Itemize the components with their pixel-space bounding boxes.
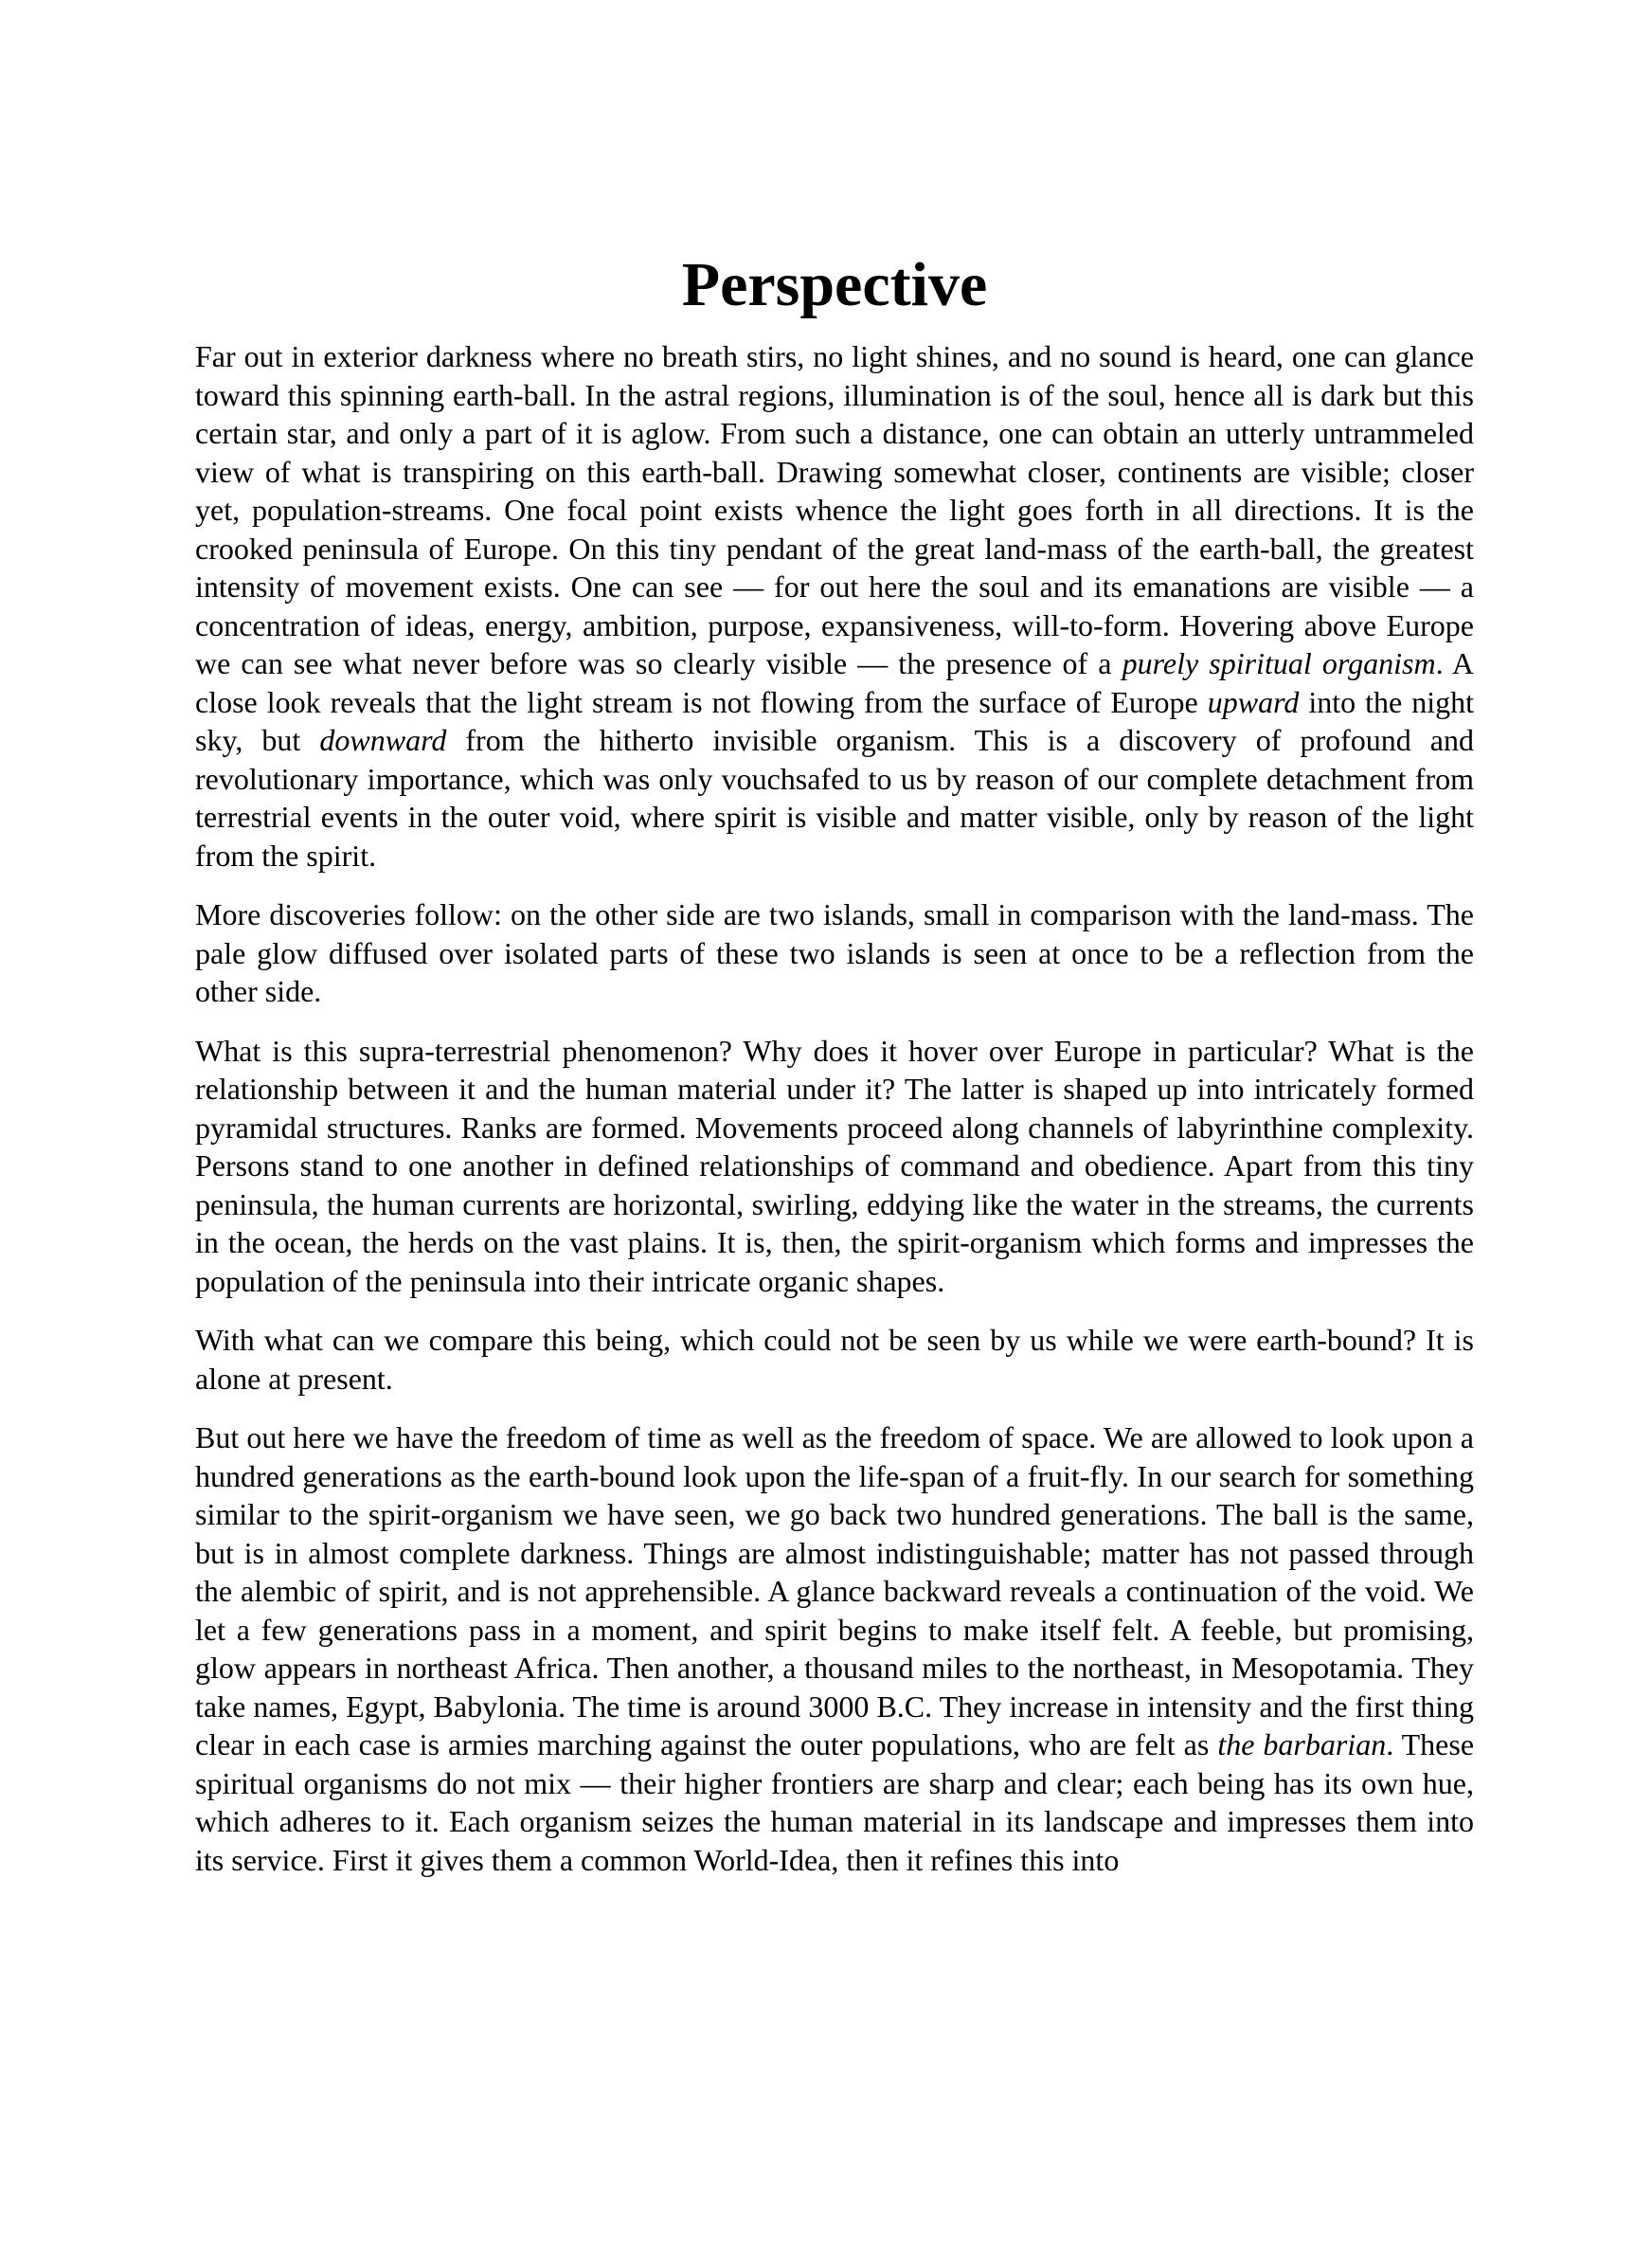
paragraph-1-italic-2: upward — [1207, 684, 1300, 719]
paragraph-5-text-2: . These spiritual organisms do not mix — their higher frontiers are sharp and clear; each being has its own hue, which adheres to it. Each organism seizes the human material in its landscape and impresses them into its service. First it gives them a common World-Idea, then it refines this into — [195, 1727, 1475, 1877]
document-page — [195, 250, 1475, 1900]
paragraph-1-text-3: into the night sky, but — [195, 684, 1475, 757]
paragraph-2-text-1: More discoveries follow: on the other side are two islands, small in comparison with the land-mass. The pale glow diffused over isolated parts of these two islands is seen at once to be a reflection from the other side. — [195, 897, 1474, 1008]
paragraph-1 — [195, 337, 1474, 875]
paragraph-4 — [195, 1321, 1474, 1398]
paragraph-1-text-4: from the hitherto invisible organism. This is a discovery of profound and revolutionary importance, which was only vouchsafed to us by reason of our complete detachment from terrestrial events in the outer void, where spirit is visible and matter visible, only by reason of the light from the spirit. — [195, 723, 1475, 873]
paragraph-2 — [195, 895, 1474, 1011]
paragraph-1-italic-1: purely spiritual organism — [1122, 646, 1436, 680]
paragraph-3-text-1: What is this supra-terrestrial phenomenon? Why does it hover over Europe in particular? What is the relationship between it and the human material under it? The latter is shaped up into intricately formed pyramidal structures. Ranks are formed. Movements proceed along channels of labyrinthine complexity. Persons stand to one another in defined relationships of command and obedience. Apart from this tiny peninsula, the human currents are horizontal, swirling, eddying like the water in the streams, the currents in the ocean, the herds on the vast plains. It is, then, the spirit-organism which forms and impresses the population of the peninsula into their intricate organic shapes. — [195, 1033, 1474, 1298]
paragraph-5-text-1: But out here we have the freedom of time as well as the freedom of space. We are allowed to look upon a hundred generations as the earth-bound look upon the life-span of a fruit-fly. In our search for something similar to the spirit-organism we have seen, we go back two hundred generations. The ball is the same, but is in almost complete darkness. Things are almost indistinguishable; matter has not passed through the alembic of spirit, and is not apprehensible. A glance backward reveals a continuation of the void. We let a few generations pass in a moment, and spirit begins to make itself felt. A feeble, but promising, glow appears in northeast Africa. Then another, a thousand miles to the northeast, in Mesopotamia. They take names, Egypt, Babylonia. The time is around 3000 B.C. They increase in intensity and the first thing clear in each case is armies marching against the outer populations, who are felt as — [195, 1420, 1474, 1761]
paragraph-3 — [195, 1032, 1474, 1301]
paragraph-5 — [195, 1418, 1474, 1879]
paragraph-1-text-1: Far out in exterior darkness where no breath stirs, no light shines, and no sound is heard, one can glance toward this spinning earth-ball. In the astral regions, illumination is of the soul, hence all is dark but this certain star, and only a part of it is aglow. From such a distance, one can obtain an utterly untrammeled view of what is transpiring on this earth-ball. Drawing somewhat closer, continents are visible; closer yet, population-streams. One focal point exists whence the light goes forth in all directions. It is the crooked peninsula of Europe. On this tiny pendant of the great land-mass of the earth-ball, the greatest intensity of movement exists. One can see — for out here the soul and its emanations are visible — a concentration of ideas, energy, ambition, purpose, expansiveness, will-to-form. Hovering above Europe we can see what never before was so clearly visible — the presence of a — [195, 339, 1474, 680]
page-title: Perspective — [681, 250, 988, 319]
paragraph-1-italic-3: downward — [319, 723, 447, 757]
paragraph-1-text-2: . A close look reveals that the light stream is not flowing from the surface of Europe — [195, 646, 1475, 719]
paragraph-5-italic-1: the barbarian — [1217, 1727, 1387, 1761]
paragraph-4-text-1: With what can we compare this being, which could not be seen by us while we were earth-bound? It is alone at present. — [195, 1323, 1474, 1396]
